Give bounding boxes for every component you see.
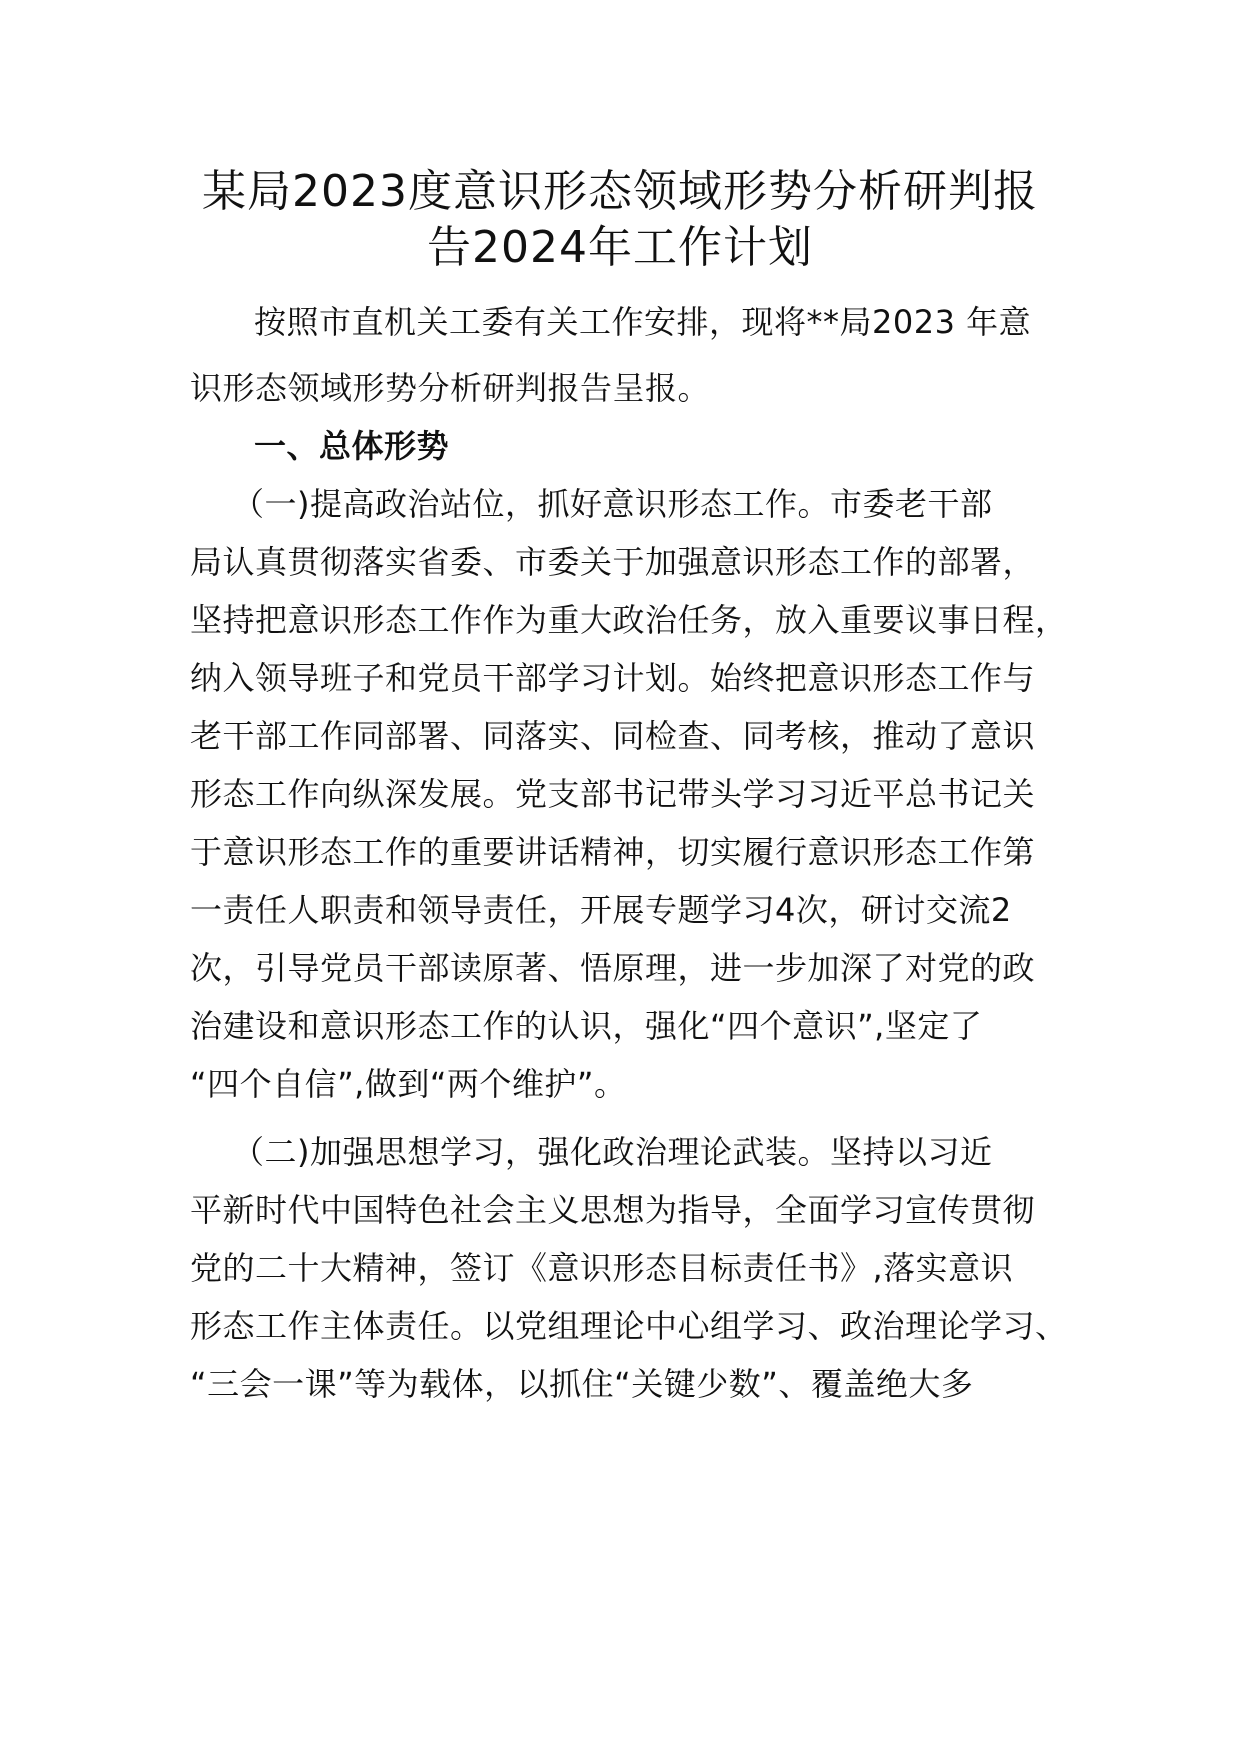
para1-line-11: “四个自信”,做到“两个维护”。 (190, 1065, 627, 1103)
para1-line-5: 老干部工作同部署、同落实、同检查、同考核，推动了意识 (190, 717, 1036, 755)
document-title-line-2: 告2024年工作计划 (427, 222, 813, 273)
para1-line-10: 治建设和意识形态工作的认识，强化“四个意识”,坚定了 (190, 1007, 983, 1045)
para1-line-1: （一)提高政治站位，抓好意识形态工作。市委老干部 (232, 485, 993, 523)
para1-line-2: 局认真贯彻落实省委、市委关于加强意识形态工作的部署， (190, 543, 1036, 581)
section-heading-overall: 一、总体形势 (254, 427, 450, 465)
intro-line-2: 识形态领域形势分析研判报告呈报。 (190, 369, 711, 407)
para1-line-6: 形态工作向纵深发展。党支部书记带头学习习近平总书记关 (190, 775, 1036, 813)
para1-line-9: 次，引导党员干部读原著、悟原理，进一步加深了对党的政 (190, 949, 1036, 987)
document-title-line-1: 某局2023度意识形态领域形势分析研判报 (202, 166, 1038, 217)
para2-line-4: 形态工作主体责任。以党组理论中心组学习、政治理论学习、 (190, 1307, 1068, 1345)
para1-line-7: 于意识形态工作的重要讲话精神，切实履行意识形态工作第 (190, 833, 1036, 871)
intro-line-1: 按照市直机关工委有关工作安排，现将**局2023 年意 (254, 303, 1032, 341)
para1-line-4: 纳入领导班子和党员干部学习计划。始终把意识形态工作与 (190, 659, 1036, 697)
para2-line-2: 平新时代中国特色社会主义思想为指导，全面学习宣传贯彻 (190, 1191, 1036, 1229)
para2-line-1: （二)加强思想学习，强化政治理论武装。坚持以习近 (232, 1133, 993, 1171)
para2-line-5: “三会一课”等为载体，以抓住“关键少数”、覆盖绝大多 (190, 1365, 974, 1403)
para2-line-3: 党的二十大精神，签订《意识形态目标责任书》,落实意识 (190, 1249, 1014, 1287)
para1-line-3: 坚持把意识形态工作作为重大政治任务，放入重要议事日程， (190, 601, 1068, 639)
para1-line-8: 一责任人职责和领导责任，开展专题学习4次，研讨交流2 (190, 891, 1012, 929)
